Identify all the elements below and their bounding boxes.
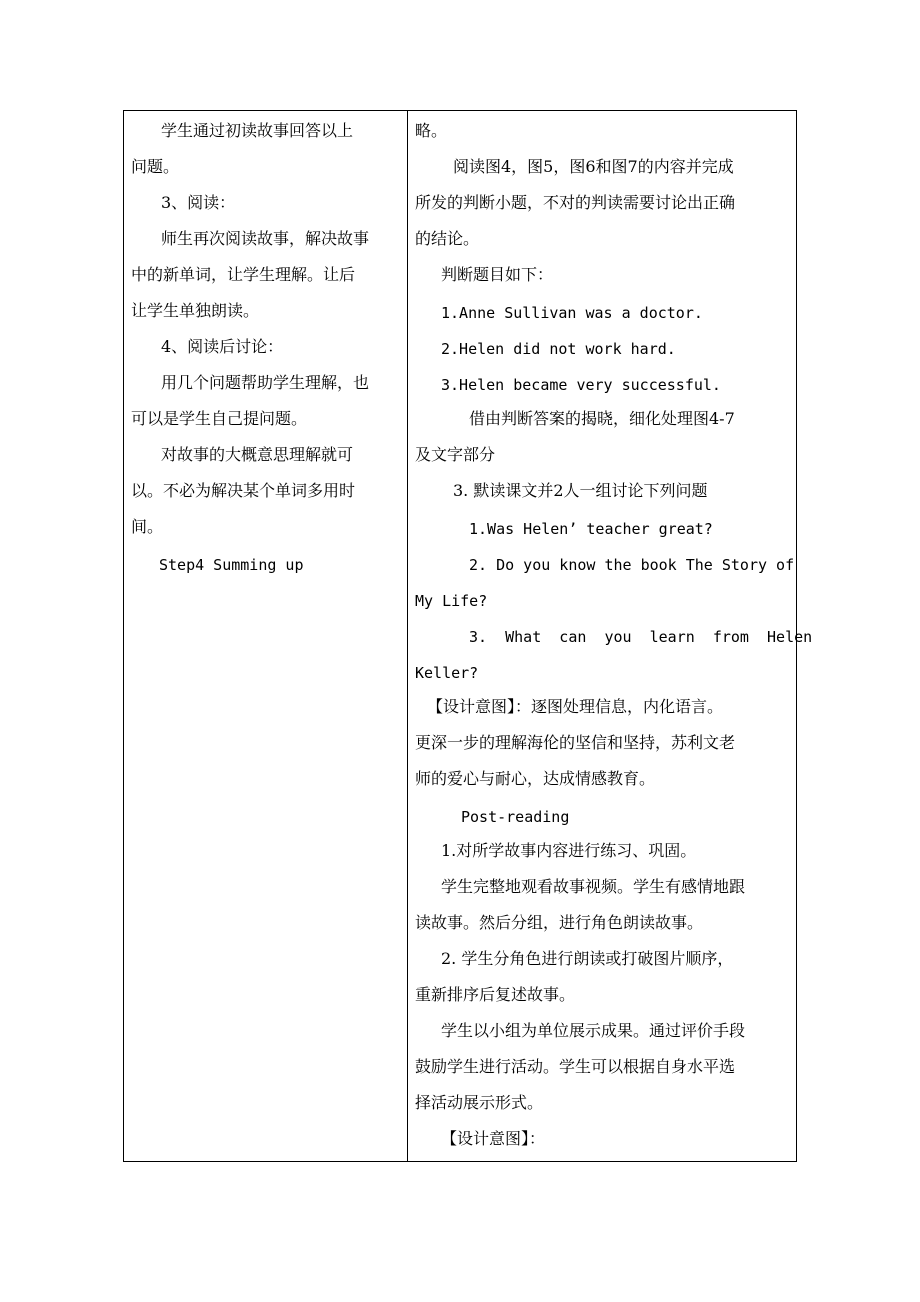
right-line: 重新排序后复述故事。 [415,985,576,1004]
left-line: 中的新单词，让学生理解。让后 [131,265,356,284]
right-line: 阅读图4，图5，图6和图7的内容并完成 [453,157,734,176]
right-line: 【设计意图】： [441,1129,546,1148]
left-line: 可以是学生自己提问题。 [131,409,308,428]
left-line: 用几个问题帮助学生理解，也 [161,373,370,392]
right-line: Keller? [415,664,479,682]
right-line: 1.Was Helen’ teacher great? [469,520,713,538]
left-line: 问题。 [131,157,180,176]
left-line: 3、阅读： [161,193,236,212]
left-line: Step4 Summing up [159,556,304,574]
left-line: 对故事的大概意思理解就可 [161,445,354,464]
left-line: 间。 [131,517,164,536]
right-line: 学生完整地观看故事视频。学生有感情地跟 [441,877,746,896]
right-line: 择活动展示形式。 [415,1093,544,1112]
right-line: My Life? [415,592,488,610]
right-line: 学生以小组为单位展示成果。通过评价手段 [441,1021,746,1040]
right-line: 3.Helen became very successful. [441,376,721,394]
right-line: 3. 默读课文并2人一组讨论下列问题 [453,481,708,500]
left-line: 4、阅读后讨论： [161,337,284,356]
right-line: Post-reading [461,808,570,826]
column-divider [407,111,408,1161]
right-line: 【设计意图】：逐图处理信息，内化语言。 [427,697,724,716]
left-line: 让学生单独朗读。 [131,301,260,320]
right-line: 及文字部分 [415,445,496,464]
right-line: 师的爱心与耐心，达成情感教育。 [415,769,656,788]
right-line: 鼓励学生进行活动。学生可以根据自身水平选 [415,1057,736,1076]
right-line: 所发的判断小题，不对的判读需要讨论出正确 [415,193,736,212]
right-line: 2. Do you know the book The Story of [469,556,795,574]
right-line: 2.Helen did not work hard. [441,340,676,358]
right-line: 判断题目如下： [441,265,554,284]
left-line: 师生再次阅读故事，解决故事 [161,229,370,248]
left-line: 以。不必为解决某个单词多用时 [131,481,356,500]
left-line: 学生通过初读故事回答以上 [161,121,354,140]
right-line: 1.Anne Sullivan was a doctor. [441,304,703,322]
right-line: 1.对所学故事内容进行练习、巩固。 [441,841,697,860]
lesson-plan-table [123,110,813,1162]
right-line: 更深一步的理解海伦的坚信和坚持，苏利文老 [415,733,736,752]
right-line: 略。 [415,121,448,140]
right-line: 的结论。 [415,229,480,248]
right-line: 2. 学生分角色进行朗读或打破图片顺序， [441,949,734,968]
right-line: 3. What can you learn from Helen [469,628,813,646]
right-line: 借由判断答案的揭晓，细化处理图4-7 [469,409,735,428]
right-line: 读故事。然后分组，进行角色朗读故事。 [415,913,704,932]
